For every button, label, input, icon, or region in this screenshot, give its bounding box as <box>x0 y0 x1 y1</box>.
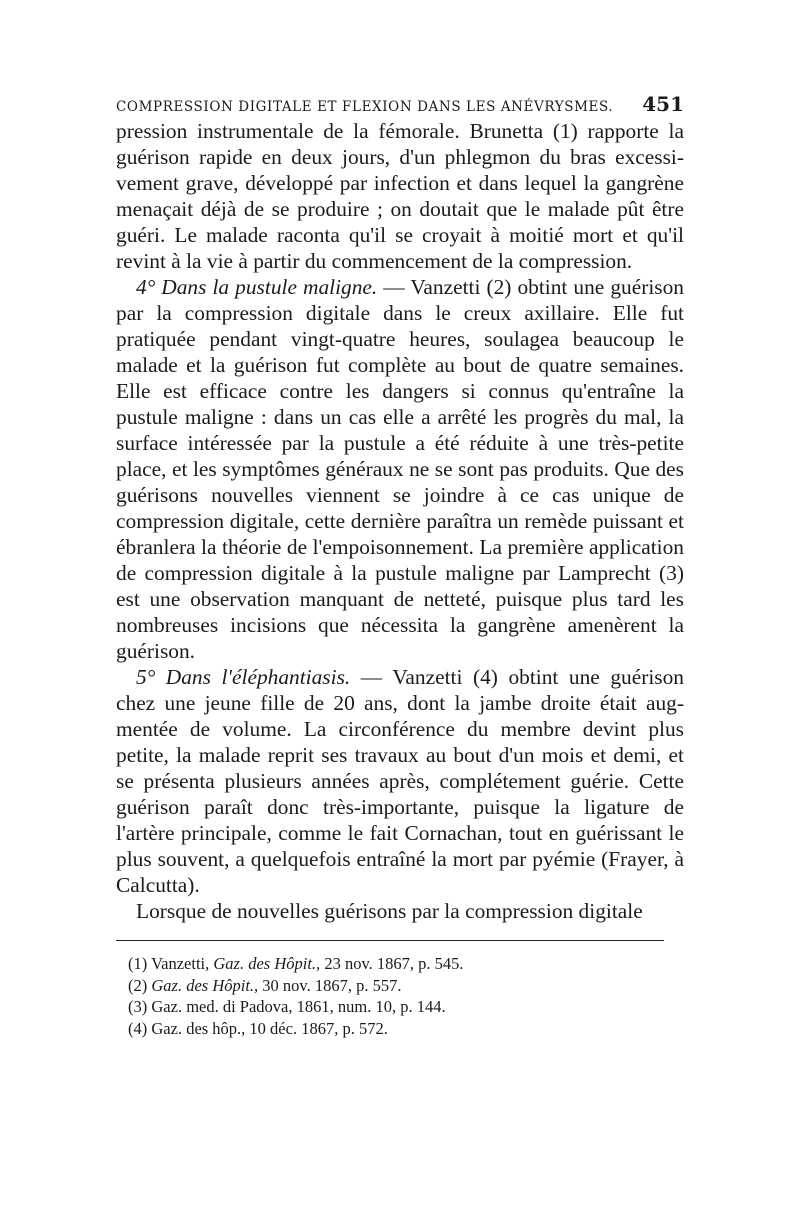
footnote-4: (4) Gaz. des hôp., 10 déc. 1867, p. 572. <box>128 1018 388 1038</box>
paragraph-2-text: — Vanzetti (2) obtint une guérison par la compression digitale dans le creux axillaire. Elle fut pratiquée pendant vingt-quatre heures, soulagea beaucoup le malade et la guérison fut complète au bout de quatre semaines. Elle est efficace contre les dangers si connus qu'entraîne la pustule maligne : dans un cas elle a arrêté les progrès du mal, la surface intéressée par la pustule a été réduite à une très-petite place, et les symptômes généraux ne se sont pas produits. Que des guérisons nouvelles viennent se joindre à ce cas unique de compression digitale, cette dernière paraîtra un remède puissant et ébranlera la théorie de l'empoisonnement. La première application de compression digitale à la pustule maligne par Lamprecht (3) est une observation manquant de netteté, puisque plus tard les nombreuses incisions que nécessita la gangrène amenèrent la guérison. <box>116 275 684 663</box>
paragraph-2 <box>116 274 684 664</box>
footnote-3: (3) Gaz. med. di Padova, 1861, num. 10, p. 144. <box>128 997 446 1017</box>
body-text <box>116 118 684 924</box>
section-heading-pustule: 4° Dans la pustule maligne. <box>136 275 378 299</box>
paragraph-1: pression instrumentale de la fémorale. Brunetta (1) rapporte la guérison rapide en deux jours, d'un phlegmon du bras excessivement grave, développé par infection et dans lequel la gangrène menaçait déjà de se produire ; on doutait que le malade pût être guéri. Le malade raconta qu'il se croyait à moitié mort et qu'il revint à la vie à partir du commencement de la compression. <box>116 119 684 273</box>
running-header <box>116 92 684 118</box>
footnotes <box>116 953 684 1039</box>
footnote-2: (2) Gaz. des Hôpit., 30 nov. 1867, p. 557. <box>128 975 402 995</box>
paragraph-3-text: — Vanzetti (4) obtint une guérison chez une jeune fille de 20 ans, dont la jambe droite était augmentée de volume. La circonférence du membre devint plus petite, la malade reprit ses travaux au bout d'un mois et demi, et se présenta plusieurs années après, complétement guérie. Cette guérison paraît donc très-importante, puisque la ligature de l'artère principale, comme le fait Cornachan, tout en guérissant le plus souvent, a quelquefois entraîné la mort par pyémie (Frayer, à Calcutta). <box>116 665 684 897</box>
page-number: 451 <box>642 92 684 116</box>
page <box>116 92 684 1039</box>
running-title: COMPRESSION DIGITALE ET FLEXION DANS LES ANÉVRYSMES. <box>116 99 614 115</box>
footnote-rule <box>116 940 664 941</box>
paragraph-4: Lorsque de nouvelles guérisons par la compression digitale <box>136 899 643 923</box>
paragraph-3 <box>116 664 684 898</box>
section-heading-elephantiasis: 5° Dans l'éléphantiasis. <box>136 665 351 689</box>
footnote-1: (1) Vanzetti, Gaz. des Hôpit., 23 nov. 1867, p. 545. <box>128 954 464 973</box>
